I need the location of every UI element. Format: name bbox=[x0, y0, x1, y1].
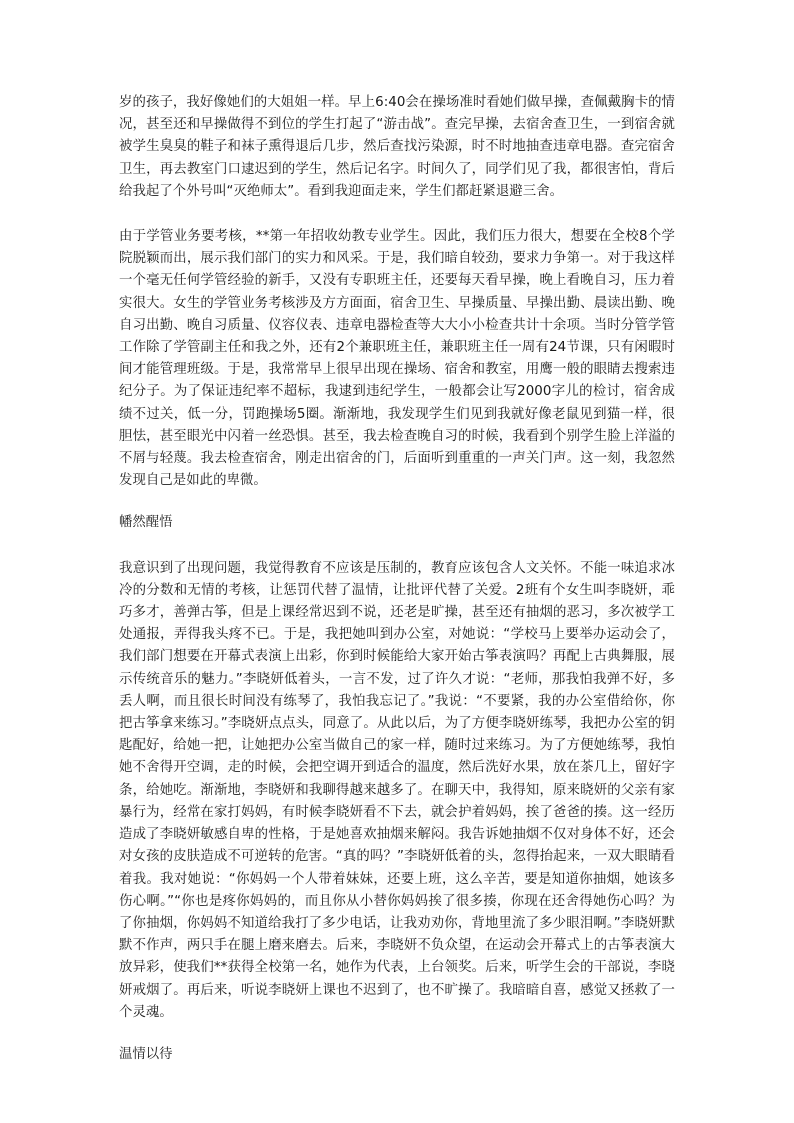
paragraph-spacer bbox=[119, 203, 675, 226]
paragraph-management-pressure: 由于学管业务要考核，**第一年招收幼教专业学生。因此，我们压力很大，想要在全校8个学院脱颖而出，展示我们部门的实力和风采。于是，我们暗自较劲，要求力争第一。对于我这样一个毫无任何学管经验的新手，又没有专职班主任，还要每天看早操，晚上看晚自习，压力着实很大。女生的学管业务考核涉及方方面面，宿舍卫生、早操质量、早操出勤、晨读出勤、晚自习出勤、晚自习质量、仪容仪表、违章电器检查等大大小小检查共计十余项。当时分管学管工作除了学管副主任和我之外，还有2个兼职班主任，兼职班主任一周有24节课，只有闲暇时间才能管理班级。于是，我常常早上很早出现在操场、宿舍和教室，用鹰一般的眼睛去搜索违纪分子。为了保证违纪率不超标，我逮到违纪学生，一般都会让写2000字儿的检讨，宿舍成绩不过关，低一分，罚跑操场5圈。渐渐地，我发现学生们见到我就好像老鼠见到猫一样，很胆怯，甚至眼光中闪着一丝恐惧。甚至，我去检查晚自习的时候，我看到个别学生脸上洋溢的不屑与轻蔑。我去检查宿舍，刚走出宿舍的门，后面听到重重的一声关门声。这一刻，我忽然发现自己是如此的卑微。 bbox=[119, 229, 675, 489]
paragraph-spacer bbox=[119, 492, 675, 512]
paragraph-spacer bbox=[119, 1024, 675, 1044]
section-heading-awakening: 幡然醒悟 bbox=[119, 515, 173, 531]
document-page bbox=[119, 92, 675, 1066]
paragraph-school-routine: 岁的孩子，我好像她们的大姐姐一样。早上6:40会在操场准时看她们做早操，查佩戴胸卡的情况，甚至还和早操做得不到位的学生打起了“游击战”。查完早操，去宿舍查卫生，一到宿舍就被学生臭臭的鞋子和袜子熏得退后几步，然后查找污染源，时不时地抽查违章电器。查完宿舍卫生，再去教室门口逮迟到的学生，然后记名字。时间久了，同学们见了我，都很害怕，背后给我起了个外号叫“灭绝师太”。看到我迎面走来，学生们都赶紧退避三舍。 bbox=[119, 95, 675, 199]
paragraph-spacer bbox=[119, 535, 675, 558]
section-heading-warmth: 温情以待 bbox=[119, 1046, 173, 1062]
paragraph-li-xiaoyan-story: 我意识到了出现问题，我觉得教育不应该是压制的，教育应该包含人文关怀。不能一味追求冰冷的分数和无情的考核，让惩罚代替了温情，让批评代替了关爱。2班有个女生叫李晓妍，乖巧多才，善弹古筝，但是上课经常迟到不说，还老是旷操，甚至还有抽烟的恶习，多次被学工处通报，弄得我头疼不已。于是，我把她叫到办公室，对她说：“学校马上要举办运动会了，我们部门想要在开幕式表演上出彩，你到时候能给大家开始古筝表演吗？再配上古典舞服，展示传统音乐的魅力。”李晓妍低着头，一言不发，过了许久才说：“老师，那我怕我弹不好，多丢人啊，而且很长时间没有练琴了，我怕我忘记了。”我说：“不要紧，我的办公室借给你，你把古筝拿来练习。”李晓妍点点头，同意了。从此以后，为了方便李晓妍练琴，我把办公室的钥匙配好，给她一把，让她把办公室当做自己的家一样，随时过来练习。为了方便她练琴，我怕她不舍得开空调，走的时候，会把空调开到适合的温度，然后洗好水果，放在茶几上，留好字条，给她吃。渐渐地，李晓妍和我聊得越来越多了。在聊天中，我得知，原来晓妍的父亲有家暴行为，经常在家打妈妈，有时候李晓妍看不下去，就会护着妈妈，挨了爸爸的揍。这一经历造成了李晓妍敏感自卑的性格，于是她喜欢抽烟来解闷。我告诉她抽烟不仅对身体不好，还会对女孩的皮肤造成不可逆转的危害。“真的吗？”李晓妍低着的头，忽得抬起来，一双大眼睛看着我。我对她说：“你妈妈一个人带着妹妹，还要上班，这么辛苦，要是知道你抽烟，她该多伤心啊。”“你也是疼你妈妈的，而且你从小替你妈妈挨了很多揍，你现在还舍得她伤心吗？为了你抽烟，你妈妈不知道给我打了多少电话，让我劝劝你，背地里流了多少眼泪啊。”李晓妍默默不作声，两只手在腿上磨来磨去。后来，李晓妍不负众望，在运动会开幕式上的古筝表演大放异彩，使我们**获得全校第一名，她作为代表，上台领奖。后来，听学生会的干部说，李晓妍戒烟了。再后来，听说李晓妍上课也不迟到了，也不旷操了。我暗暗自喜，感觉又拯救了一个灵魂。 bbox=[119, 560, 675, 1020]
